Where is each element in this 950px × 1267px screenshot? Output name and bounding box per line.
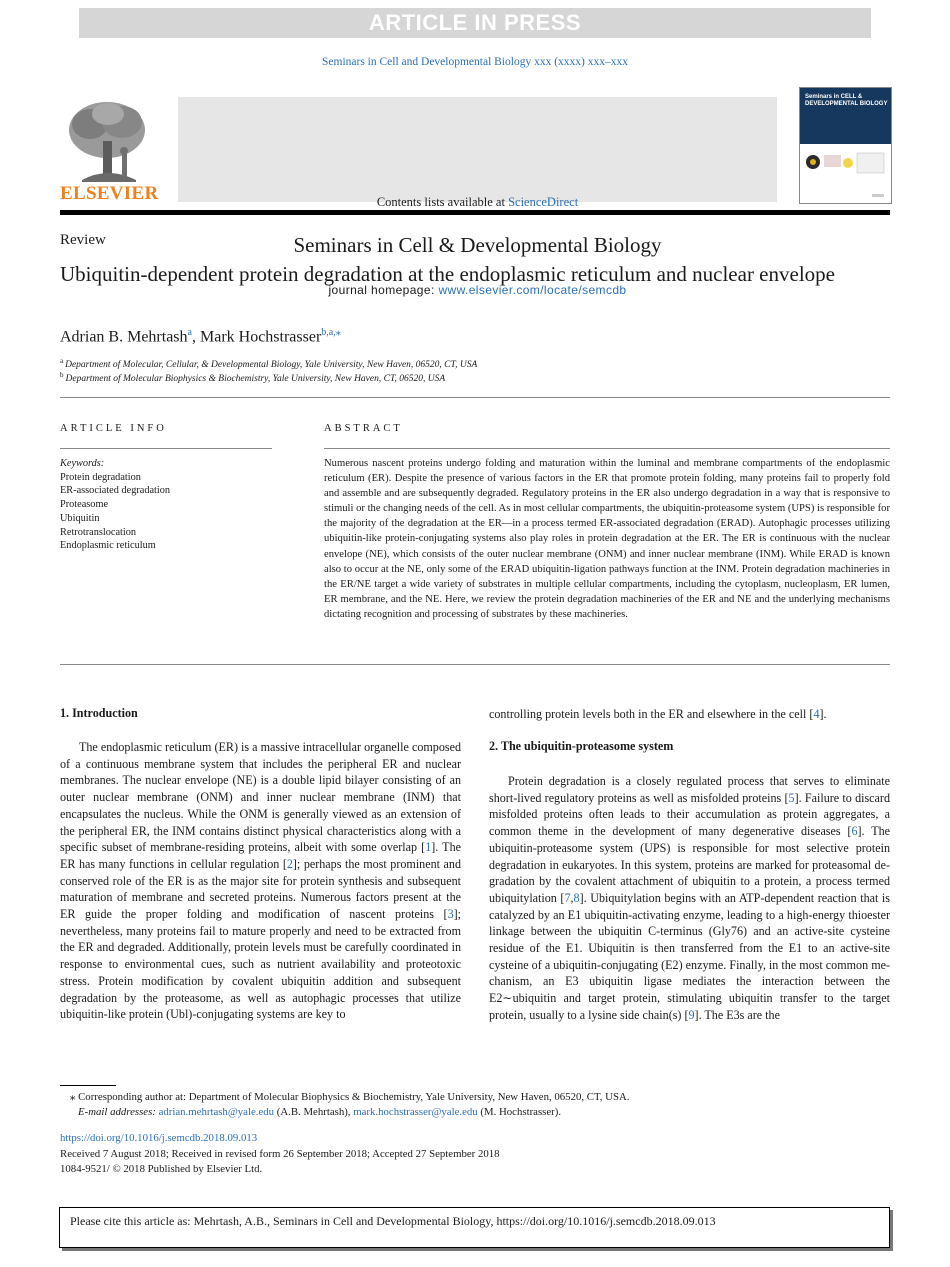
running-head[interactable]: Seminars in Cell and Developmental Biology xxx (xxxx) xxx–xxx <box>322 56 628 68</box>
journal-cover-thumbnail[interactable] <box>799 87 892 204</box>
reference-link[interactable]: 8 <box>573 890 580 905</box>
author-affiliation-link[interactable]: a <box>187 327 192 338</box>
paragraph-text: ]. Ubiquitylation begins with an ATP-dependent reaction that is catalyzed by an E1 ubiquitin-activating enzyme, leading to a high-energy thioester linkage between the ubiquitin C-terminus (Gly76) and an active-site cysteine residue of the E1. Ubiquitin is then transferred from the E1 to an active-site cysteine of a ubiquitin-conjugating (E2) enzyme. Finally, in the most common mechanism, an E3 ubiquitin ligase mediates the interaction between the E2∼ubiquitin and target protein, stimulating ubiquitin transfer to the target protein, usually to a lysine side chain(s) [ <box>489 890 890 1022</box>
abstract-text: Numerous nascent proteins undergo folding and maturation within the luminal and membrane compartments of the endoplasmic reticulum (ER). Despite the presence of various factors in the ER that promote protein folding, many proteins fail to properly fold and assemble and are subsequently degraded. Regulatory proteins in the ER also undergo degradation in a way that is responsive to stimuli or the changing needs of the cell. As in most cellular compartments, the ubiquitin-proteasome system (UPS) is responsible for the majority of the degradation at the ER—in a process termed ER-associated degradation (ERAD). Autophagic processes utilizing ubiquitin-like protein-conjugating systems also play roles in protein degradation at the ER. The ER is continuous with the nuclear envelope (NE), which consists of the outer nuclear membrane (ONM) and inner nuclear membrane (INM). While ERAD is known also to occur at the NE, only some of the ERAD ubiquitin-ligation pathways function at the INM. Protein degradation machineries in the ER/NE target a wide variety of substrates in multiple cellular compartments, including the cytoplasm, nucleoplasm, ER lumen, ER membrane, and the NE. Here, we review the protein degradation machineries of the ER and NE and the underlying mechanisms dictating recognition and processing of substrates by these machineries. <box>324 458 890 620</box>
author-name: Adrian B. Mehrtash <box>60 328 188 346</box>
email-footnote <box>78 1106 561 1118</box>
section-heading-introduction: 1. Introduction <box>60 706 138 720</box>
keyword: ER-associated degradation <box>60 485 171 497</box>
paragraph-text: ]. The ER has many functions in cellular regulation [ <box>60 840 461 871</box>
divider <box>60 664 890 665</box>
reference-link[interactable]: 7 <box>564 890 571 905</box>
paragraph-text: ]. Failure to discard misfolded proteins often leads to their accumulation as protein aggregates, a common theme in the development of many degenerative diseases [ <box>489 790 890 839</box>
journal-title: Seminars in Cell & Developmental Biology <box>293 233 662 257</box>
elsevier-wordmark: ELSEVIER <box>60 183 159 204</box>
divider <box>60 397 890 398</box>
reference-link[interactable]: 5 <box>788 790 795 805</box>
homepage-link[interactable]: www.elsevier.com/locate/semcdb <box>438 283 627 297</box>
footnote-mark: ⁎ <box>70 1091 76 1103</box>
reference-link[interactable]: 6 <box>851 824 858 839</box>
cover-title: Seminars in CELL & DEVELOPMENTAL BIOLOGY <box>805 94 888 107</box>
affiliation-mark: b <box>60 371 64 379</box>
keyword: Endoplasmic reticulum <box>60 540 156 552</box>
homepage-prefix: journal homepage: <box>328 283 439 297</box>
keywords-block <box>60 457 280 553</box>
paragraph-text: controlling protein levels both in the ER and elsewhere in the cell [ <box>489 707 814 721</box>
keyword: Retrotranslocation <box>60 526 137 538</box>
keyword: Proteasome <box>60 499 109 511</box>
email-label: E-mail addresses: <box>78 1106 159 1118</box>
header-rule <box>60 210 890 215</box>
sciencedirect-link[interactable]: ScienceDirect <box>508 195 579 209</box>
divider <box>324 448 890 449</box>
author-separator: , <box>191 328 200 346</box>
keyword: Ubiquitin <box>60 512 100 524</box>
article-title: Ubiquitin-dependent protein degradation at the endoplasmic reticulum and nuclear envelope <box>60 262 835 286</box>
email-link[interactable]: mark.hochstrasser@yale.edu <box>353 1106 478 1118</box>
authors <box>60 327 341 346</box>
reference-link[interactable]: 3 <box>447 907 454 922</box>
paragraph-text: ]. The E3s are the <box>694 1007 780 1022</box>
footnote-rule <box>60 1085 116 1086</box>
paragraph-text: ]; nevertheless, many proteins fail to mature properly and need to be extracted from the ER and degraded. Additionally, protein levels must be carefully coordinated in response to environmental cues, such as nutrient availability and proteotoxic stress. Protein modification by covalent ubiquitin addition and subsequent degradation by the proteasome, as well as autophagic processes that utilize ubiquitin-like protein (Ubl)-conjugating systems are key to <box>60 907 461 1022</box>
section-heading-ups: 2. The ubiquitin-proteasome system <box>489 739 674 753</box>
footnote-text: Corresponding author at: Department of Molecular Biophysics & Biochemistry, Yale University, New Haven, 06520, CT, USA. <box>75 1091 630 1103</box>
abstract-heading: ABSTRACT <box>324 423 403 434</box>
paragraph-text: The endoplasmic reticulum (ER) is a massive intracellular organelle composed of a continuous membrane system that includes the peripheral ER and nuclear membranes. The nuclear envelope (NE) is a double lipid bilayer consisting of an outer nuclear membrane (ONM) and inner nuclear membrane (INM) that encapsulates the nucleus. While the ONM is generally viewed as an extension of the peripheral ER, the INM contains distinct physical characteristics along with a specific subset of membrane-residing proteins, albeit with some overlap [ <box>60 740 461 855</box>
reference-link[interactable]: 4 <box>813 707 820 721</box>
keyword: Protein degradation <box>60 471 141 483</box>
article-in-press-banner: ARTICLE IN PRESS <box>79 8 871 38</box>
article-dates: Received 7 August 2018; Received in revised form 26 September 2018; Accepted 27 September 2018 <box>60 1148 500 1160</box>
corresponding-author-footnote <box>70 1090 629 1103</box>
paragraph-text: Protein degradation is a closely regulated process that serves to eliminate short-lived regulatory proteins as well as misfolded proteins [ <box>489 774 890 805</box>
paragraph-text: , <box>570 890 574 905</box>
contents-line <box>178 195 777 210</box>
affiliation-b <box>60 371 445 384</box>
reference-link[interactable]: 2 <box>286 856 293 871</box>
email-owner: (A.B. Mehrtash), <box>274 1106 354 1118</box>
author-name: Mark Hochstrasser <box>199 328 322 346</box>
contents-prefix: Contents lists available at <box>376 195 509 209</box>
email-owner: (M. Hochstrasser). <box>477 1106 562 1118</box>
copyright: 1084-9521/ © 2018 Published by Elsevier Ltd. <box>60 1163 263 1175</box>
reference-link[interactable]: 9 <box>688 1007 695 1022</box>
ups-paragraph <box>489 773 890 1024</box>
article-type: Review <box>60 232 106 248</box>
email-link[interactable]: adrian.mehrtash@yale.edu <box>158 1106 275 1118</box>
affiliation-text: Department of Molecular, Cellular, & Developmental Biology, Yale University, New Haven, 06520, CT, USA <box>65 360 478 371</box>
reference-link[interactable]: 1 <box>425 840 432 855</box>
introduction-continuation <box>489 706 890 723</box>
article-info-heading: ARTICLE INFO <box>60 423 167 434</box>
cover-figures <box>800 144 891 203</box>
doi-link[interactable]: https://doi.org/10.1016/j.semcdb.2018.09.013 <box>60 1132 258 1144</box>
affiliation-a <box>60 357 477 370</box>
paragraph-text: ]; perhaps the most prominent and conserved role of the ER is as the major site for protein synthesis and subsequent maturation of membrane and secreted proteins. Numerous factors present at the ER guide the proper folding and modification of nascent proteins [ <box>60 856 461 922</box>
citation-box <box>59 1207 890 1248</box>
paragraph-text: ]. <box>819 707 827 721</box>
introduction-paragraph <box>60 739 461 1023</box>
affiliation-mark: a <box>60 357 64 365</box>
divider <box>60 448 272 449</box>
author-affiliation-link[interactable]: b,a,⁎ <box>321 327 341 338</box>
keywords-label: Keywords: <box>60 458 105 469</box>
paragraph-text: ]. The ubiquitin-proteasome system (UPS) is responsible for most selective protein degradation in eukaryotes. In this system, proteins are marked for proteasomal degradation by the covalent attachment of ubiquitin to a protein, a process termed ubiquitylation [ <box>489 824 890 905</box>
affiliation-text: Department of Molecular Biophysics & Biochemistry, Yale University, New Haven, CT, 06520, USA <box>65 374 446 385</box>
citation-text: Please cite this article as: Mehrtash, A.B., Seminars in Cell and Developmental Biology, https://doi.org/10.1016/j.semcdb.2018.09.013 <box>70 1214 716 1228</box>
